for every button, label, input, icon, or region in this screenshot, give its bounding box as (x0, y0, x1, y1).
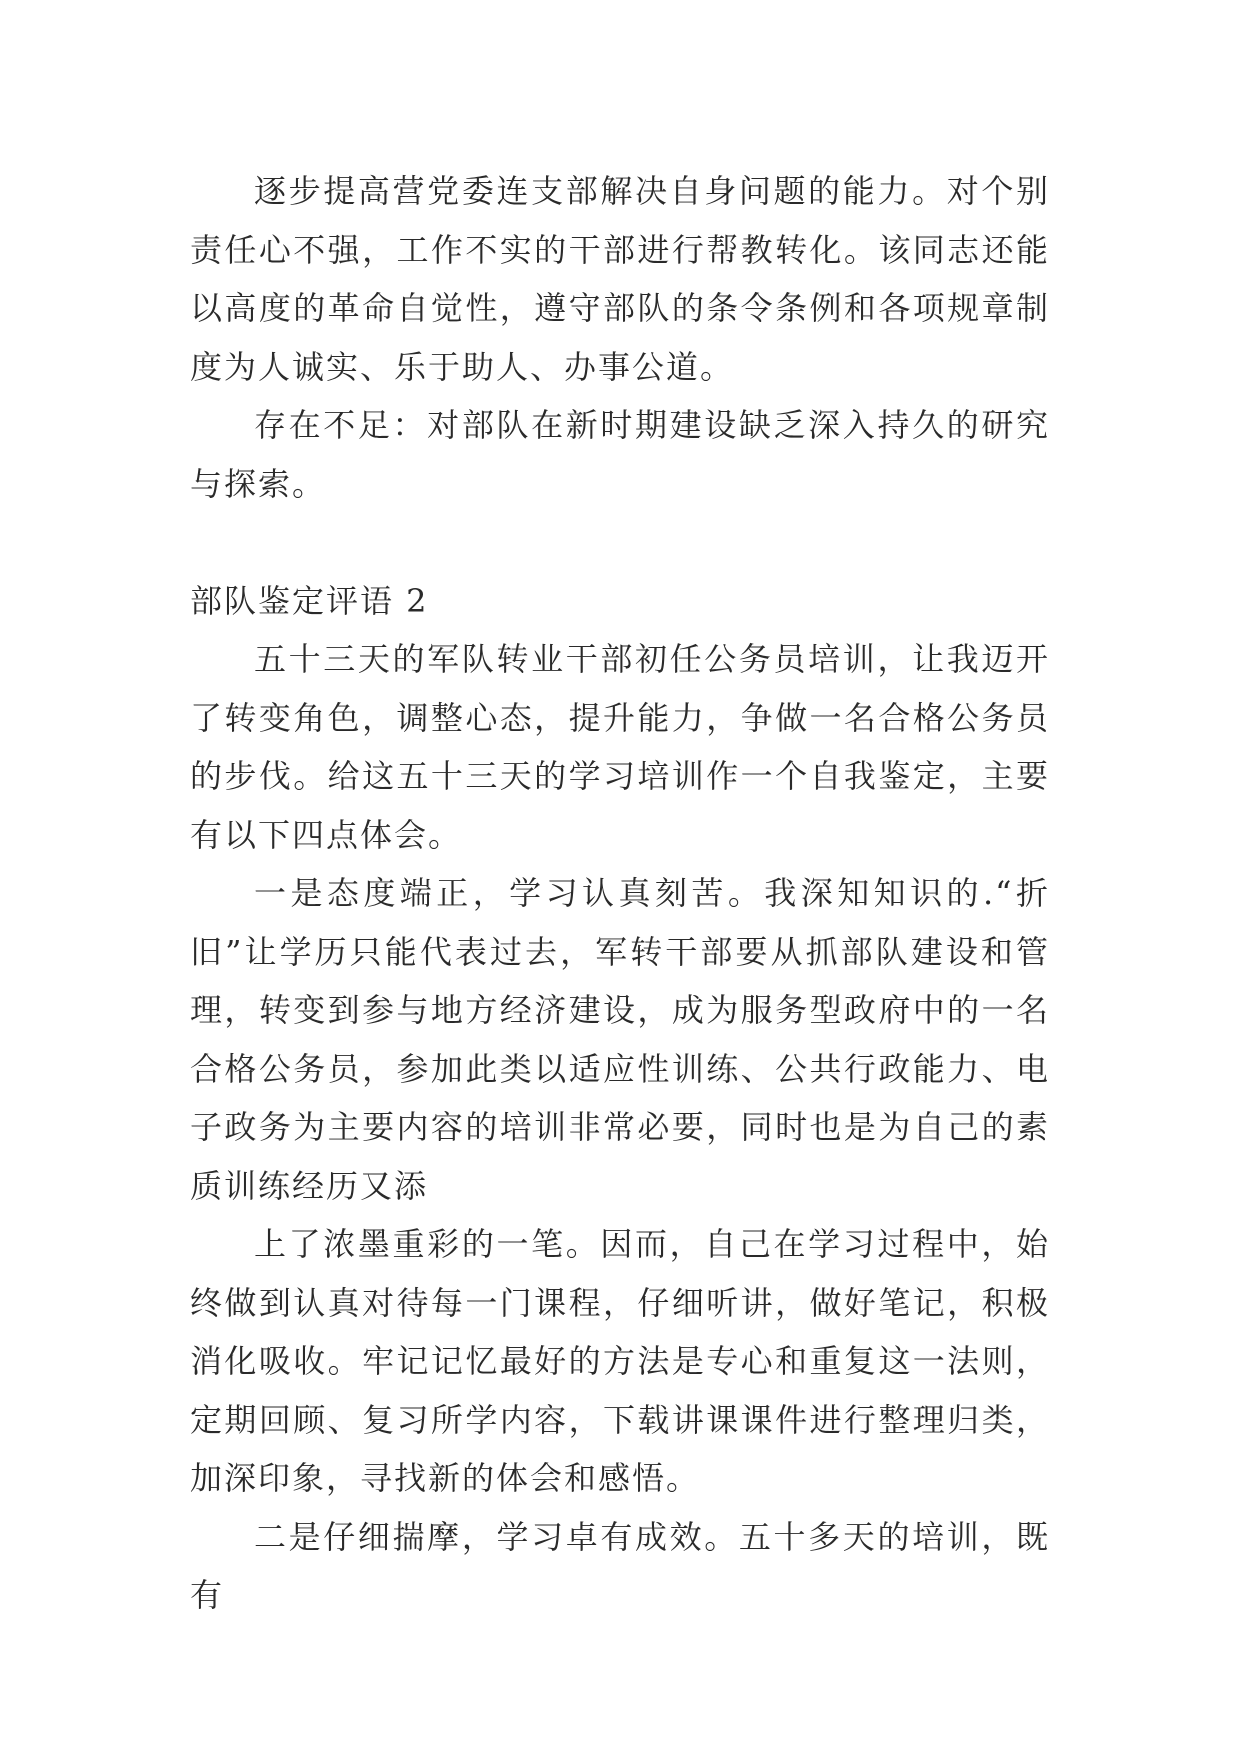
body-paragraph: 逐步提高营党委连支部解决自身问题的能力。对个别责任心不强，工作不实的干部进行帮教转化。该同志还能以高度的革命自觉性，遵守部队的条令条例和各项规章制度为人诚实、乐于助人、办事公道。 (190, 172, 1050, 386)
body-paragraph: 五十三天的军队转业干部初任公务员培训，让我迈开了转变角色，调整心态，提升能力，争做一名合格公务员的步伐。给这五十三天的学习培训作一个自我鉴定，主要有以下四点体会。 (190, 640, 1050, 854)
body-paragraph: 上了浓墨重彩的一笔。因而，自己在学习过程中，始终做到认真对待每一门课程，仔细听讲，做好笔记，积极消化吸收。牢记记忆最好的方法是专心和重复这一法则，定期回顾、复习所学内容，下载讲课课件进行整理归类，加深印象，寻找新的体会和感悟。 (190, 1225, 1050, 1497)
section-heading: 部队鉴定评语 2 (190, 581, 429, 620)
body-paragraph: 存在不足：对部队在新时期建设缺乏深入持久的研究与探索。 (190, 406, 1050, 503)
document-body (190, 162, 1050, 1625)
body-paragraph: 二是仔细揣摩，学习卓有成效。五十多天的培训，既有 (190, 1517, 1050, 1614)
body-paragraph: 一是态度端正，学习认真刻苦。我深知知识的.“折旧”让学历只能代表过去，军转干部要从抓部队建设和管理，转变到参与地方经济建设，成为服务型政府中的一名合格公务员，参加此类以适应性训练、公共行政能力、电子政务为主要内容的培训非常必要，同时也是为自己的素质训练经历又添 (190, 874, 1050, 1205)
section-spacer (190, 513, 1050, 572)
